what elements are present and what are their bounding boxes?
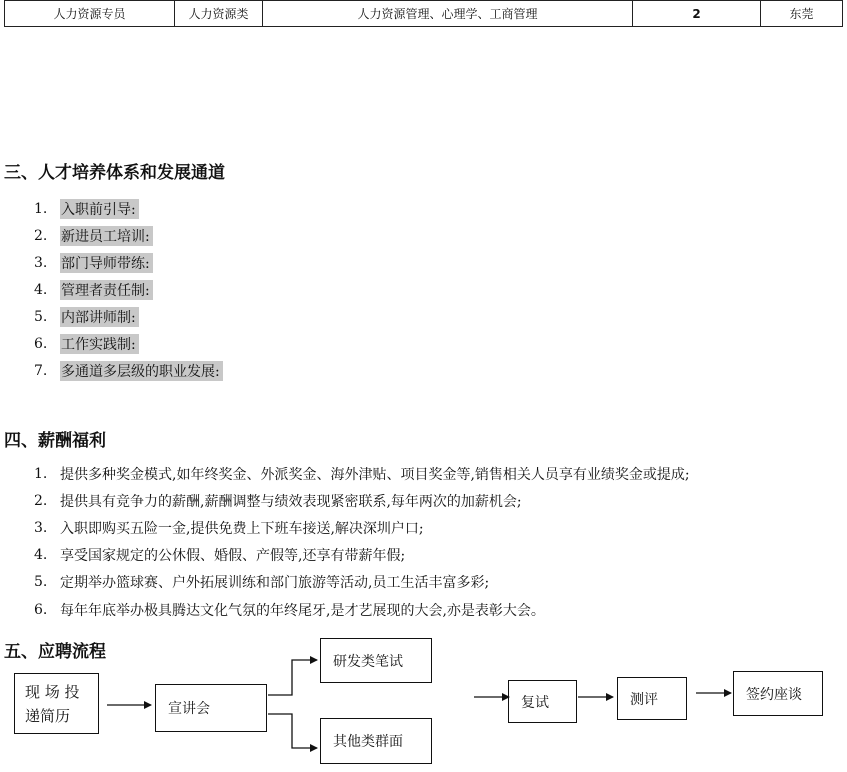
list-item: 6. 每年年底举办极具腾达文化气氛的年终尾牙,是才艺展现的大会,亦是表彰大会。 bbox=[34, 601, 545, 619]
list-item: 5. 内部讲师制: bbox=[34, 303, 223, 330]
flow-step-signing: 签约座谈 bbox=[733, 671, 823, 716]
list-item: 4. 管理者责任制: bbox=[34, 276, 223, 303]
flow-step-assessment: 测评 bbox=[617, 677, 687, 720]
cell-position: 人力资源专员 bbox=[5, 1, 175, 27]
list-item: 2. 提供具有竞争力的薪酬,薪酬调整与绩效表现紧密联系,每年两次的加薪机会; bbox=[34, 492, 522, 510]
list-item: 1. 提供多种奖金模式,如年终奖金、外派奖金、海外津贴、项目奖金等,销售相关人员享有业绩奖金或提成; bbox=[34, 465, 690, 483]
list-item: 2. 新进员工培训: bbox=[34, 222, 223, 249]
flow-step-group-interview: 其他类群面 bbox=[320, 718, 432, 764]
list-item: 4. 享受国家规定的公休假、婚假、产假等,还享有带薪年假; bbox=[34, 547, 406, 565]
list-item: 5. 定期举办篮球赛、户外拓展训练和部门旅游等活动,员工生活丰富多彩; bbox=[34, 574, 490, 592]
flow-step-written-test: 研发类笔试 bbox=[320, 638, 432, 683]
section3-title: 三、人才培养体系和发展通道 bbox=[4, 163, 225, 183]
section5-title: 五、应聘流程 bbox=[4, 642, 106, 662]
list-item: 7. 多通道多层级的职业发展: bbox=[34, 357, 223, 384]
cell-location: 东莞 bbox=[761, 1, 843, 27]
list-item: 6. 工作实践制: bbox=[34, 330, 223, 357]
flow-step-second-interview: 复试 bbox=[508, 680, 577, 723]
list-item: 1. 入职前引导: bbox=[34, 195, 223, 222]
list-item: 3. 部门导师带练: bbox=[34, 249, 223, 276]
cell-headcount: 2 bbox=[633, 1, 761, 27]
cell-major: 人力资源管理、心理学、工商管理 bbox=[263, 1, 633, 27]
cell-category: 人力资源类 bbox=[175, 1, 263, 27]
arrow-to-written-test bbox=[268, 660, 317, 695]
section4-title: 四、薪酬福利 bbox=[4, 431, 106, 451]
list-item: 3. 入职即购买五险一金,提供免费上下班车接送,解决深圳户口; bbox=[34, 519, 424, 537]
flow-step-briefing: 宣讲会 bbox=[155, 684, 267, 732]
arrow-to-group-interview bbox=[268, 714, 317, 748]
flow-step-submit-resume: 现 场 投 递简历 bbox=[14, 673, 99, 734]
